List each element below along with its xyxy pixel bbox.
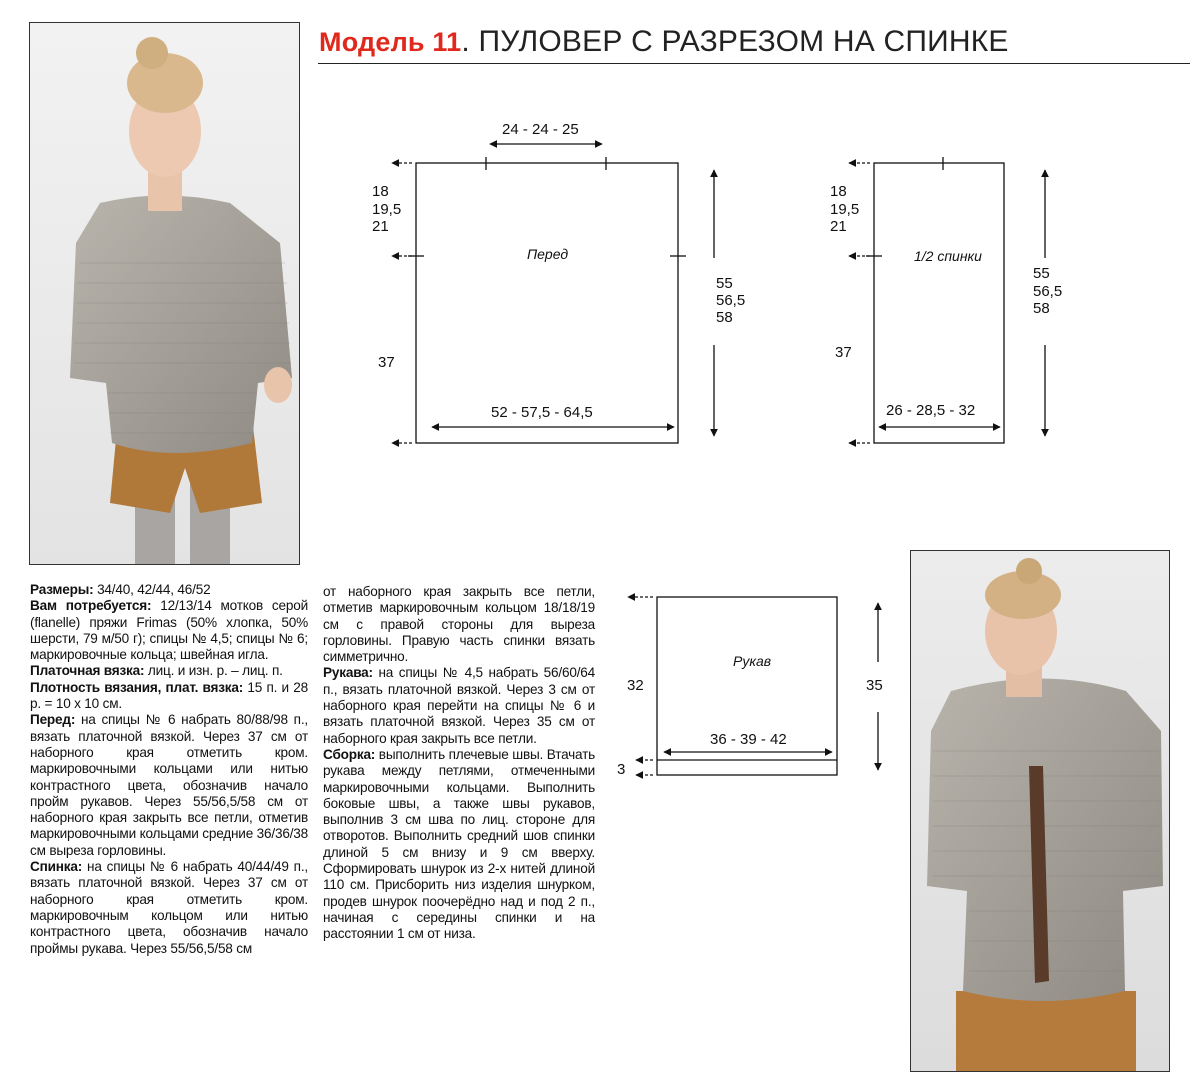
back-length-1: 55 xyxy=(1033,265,1050,282)
materials-paragraph xyxy=(30,598,308,663)
back-armhole-2: 19,5 xyxy=(830,201,860,218)
front-instr-text: на спицы № 6 набрать 80/88/98 п., вязать платочной вязкой. Через 37 см от наборного края отметить кром. маркировочными кольцами или нитью контрастного цвета, обозначив начало пройм рукавов. Через 55/56,5/58 см от наборного края закрыть все петли, отметив маркировочными кольцами средние 36/36/38 см выреза горловины. xyxy=(30,712,308,858)
back-length-3: 58 xyxy=(1033,300,1050,317)
instructions-column-middle xyxy=(323,584,595,943)
back-label: 1/2 спинки xyxy=(914,248,982,264)
sizes-label: Размеры: xyxy=(30,582,94,597)
back-armhole-3: 21 xyxy=(830,218,847,235)
back-to-armhole: 37 xyxy=(835,344,852,361)
model-number: Модель 11 xyxy=(319,27,462,57)
sleeves-label: Рукава: xyxy=(323,665,373,681)
front-length-1: 55 xyxy=(716,275,733,292)
back-paragraph xyxy=(30,859,308,957)
front-to-armhole: 37 xyxy=(378,354,395,371)
sleeve-height-left: 32 xyxy=(627,677,644,694)
instructions-column-left xyxy=(30,582,308,957)
back-instr-text: на спицы № 6 набрать 40/44/49 п., вязать платочной вязкой. Через 37 см от наборного края отметить кром. маркировочным кольцом или нитью контрастного цвета, обозначив начало проймы рукава. Через 55/56,5/58 см xyxy=(30,859,308,956)
materials-label: Вам потребуется: xyxy=(30,598,152,614)
front-width: 52 - 57,5 - 64,5 xyxy=(491,404,593,421)
sleeve-cuff: 3 xyxy=(617,761,626,778)
sleeves-text: на спицы № 4,5 набрать 56/60/64 п., вязать платочной вязкой. Через 3 см от наборного края перейти на спицы № 6 и вязать платочной вязкой. Через 35 см от наборного края закрыть все петли. xyxy=(323,665,595,746)
front-instr-label: Перед: xyxy=(30,712,76,728)
stitch-text: лиц. и изн. р. – лиц. п. xyxy=(144,663,283,679)
back-panel-outline xyxy=(874,163,1004,443)
sleeve-height-right: 35 xyxy=(866,677,883,694)
title-separator: . xyxy=(461,25,470,58)
gauge-label: Плотность вязания, плат. вязка: xyxy=(30,679,244,695)
front-length-3: 58 xyxy=(716,309,733,326)
sizes-text: 34/40, 42/44, 46/52 xyxy=(93,582,211,597)
front-armhole-2: 19,5 xyxy=(372,201,402,218)
back-length-2: 56,5 xyxy=(1033,283,1063,300)
sizes-paragraph xyxy=(30,582,308,598)
assembly-text: выполнить плечевые швы. Втачать рукава между петлями, отмеченными маркировочными кольцами. Выполнить боковые швы, а также швы рукавов, выполнив 3 см шва по лиц. стороне для отворотов. Выполнить средний шов спинки длиной 5 см внизу и 9 см вверху. Сформировать шнурок из 2-х нитей длиной 110 см. Присборить низ изделия шнурком, продев шнурок поочерёдно над и под 2 п., начиная с середины спинки и на расстоянии 1 см от низа. xyxy=(323,746,595,942)
stitch-paragraph xyxy=(30,663,308,679)
front-label: Перед xyxy=(527,246,569,262)
sleeve-width: 36 - 39 - 42 xyxy=(710,731,787,748)
sleeve-label: Рукав xyxy=(733,653,772,669)
front-armhole-3: 21 xyxy=(372,218,389,235)
gauge-paragraph xyxy=(30,680,308,713)
stitch-label: Платочная вязка: xyxy=(30,663,145,679)
model-name: ПУЛОВЕР С РАЗРЕЗОМ НА СПИНКЕ xyxy=(478,25,1009,58)
front-paragraph xyxy=(30,712,308,859)
front-armhole-1: 18 xyxy=(372,183,389,200)
assembly-paragraph xyxy=(323,747,595,943)
assembly-label: Сборка: xyxy=(323,746,376,762)
gauge-text: 15 п. и 28 р. = 10 х 10 см. xyxy=(30,679,308,712)
back-continued-paragraph: от наборного края закрыть все петли, отметив маркировочным кольцом 18/18/19 см с правой стороны для выреза горловины. Правую часть спинки вязать симметрично. xyxy=(323,584,595,665)
sleeves-paragraph xyxy=(323,665,595,746)
back-instr-label: Спинка: xyxy=(30,859,83,875)
front-panel-outline xyxy=(416,163,678,443)
front-neck-width: 24 - 24 - 25 xyxy=(502,121,579,138)
front-length-2: 56,5 xyxy=(716,292,746,309)
back-width: 26 - 28,5 - 32 xyxy=(886,402,976,419)
materials-text: 12/13/14 мотков серой (flanelle) пряжи Frimas (50% хлопка, 50% шерсти, 79 м/50 г); спицы № 4,5; спицы № 6; маркировочные кольца; швейная игла. xyxy=(30,598,308,663)
back-armhole-1: 18 xyxy=(830,183,847,200)
sleeve-outline xyxy=(657,597,837,775)
